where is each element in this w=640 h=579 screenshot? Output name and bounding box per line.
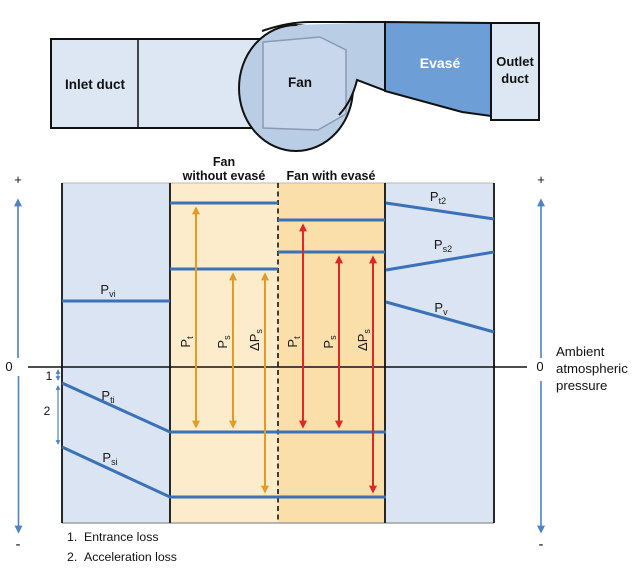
right-plus-sign: + — [537, 172, 545, 187]
footnotes — [67, 530, 177, 564]
ambient-line2: atmospheric — [556, 361, 628, 376]
ambient-line1: Ambient — [556, 344, 605, 359]
outlet-duct-label-line2: duct — [501, 71, 529, 86]
without-evase-region-fill — [170, 183, 278, 523]
ambient-pressure-annotation — [556, 344, 628, 393]
outlet-duct-label-line1: Outlet — [496, 54, 534, 69]
ps-without-label: $P_s$ — [215, 335, 232, 349]
ps-with-label: $P_s$ — [321, 335, 338, 349]
pressure-gradient-chart — [5, 155, 628, 564]
with-evase-region-fill — [278, 183, 385, 523]
note-1-text: Entrance loss — [84, 530, 159, 544]
without-evase-title-line2: without evasé — [182, 169, 266, 183]
dps-with-label: $\Delta P_s$ — [355, 329, 372, 351]
left-pressure-axis — [5, 172, 58, 553]
right-minus-sign: - — [538, 536, 544, 553]
left-zero-label: 0 — [5, 359, 13, 374]
pv-label: $P_v$ — [434, 300, 448, 317]
right-zero-label: 0 — [536, 359, 544, 374]
note-1-number: 1. — [67, 530, 78, 544]
fan-label: Fan — [287, 75, 313, 90]
psi-label: $P_{si}$ — [102, 450, 118, 467]
without-evase-title-line1: Fan — [212, 155, 236, 169]
ps2-label: $P_{s2}$ — [433, 237, 453, 254]
dps-without-label: $\Delta P_s$ — [247, 329, 264, 351]
marker-1-label: 1 — [45, 369, 53, 383]
ambient-line3: pressure — [556, 378, 608, 393]
left-minus-sign: - — [15, 536, 21, 553]
inlet-duct-label: Inlet duct — [65, 77, 125, 92]
with-evase-title: Fan with evasé — [286, 169, 376, 183]
pvi-label: $P_{vi}$ — [100, 282, 116, 299]
note-2-number: 2. — [67, 550, 78, 564]
evase-label: Evasé — [419, 55, 461, 71]
left-plus-sign: + — [14, 172, 22, 187]
right-pressure-axis — [536, 172, 544, 553]
note-2-text: Acceleration loss — [84, 550, 177, 564]
duct-schematic — [51, 22, 539, 151]
pti-label: $P_{ti}$ — [101, 388, 115, 405]
pt2-label: $P_{t2}$ — [429, 189, 447, 206]
marker-2-label: 2 — [43, 404, 51, 418]
outlet-region-fill — [385, 183, 494, 523]
pt-with-label: $P_t$ — [285, 336, 302, 348]
pt-without-label: $P_t$ — [178, 336, 195, 348]
